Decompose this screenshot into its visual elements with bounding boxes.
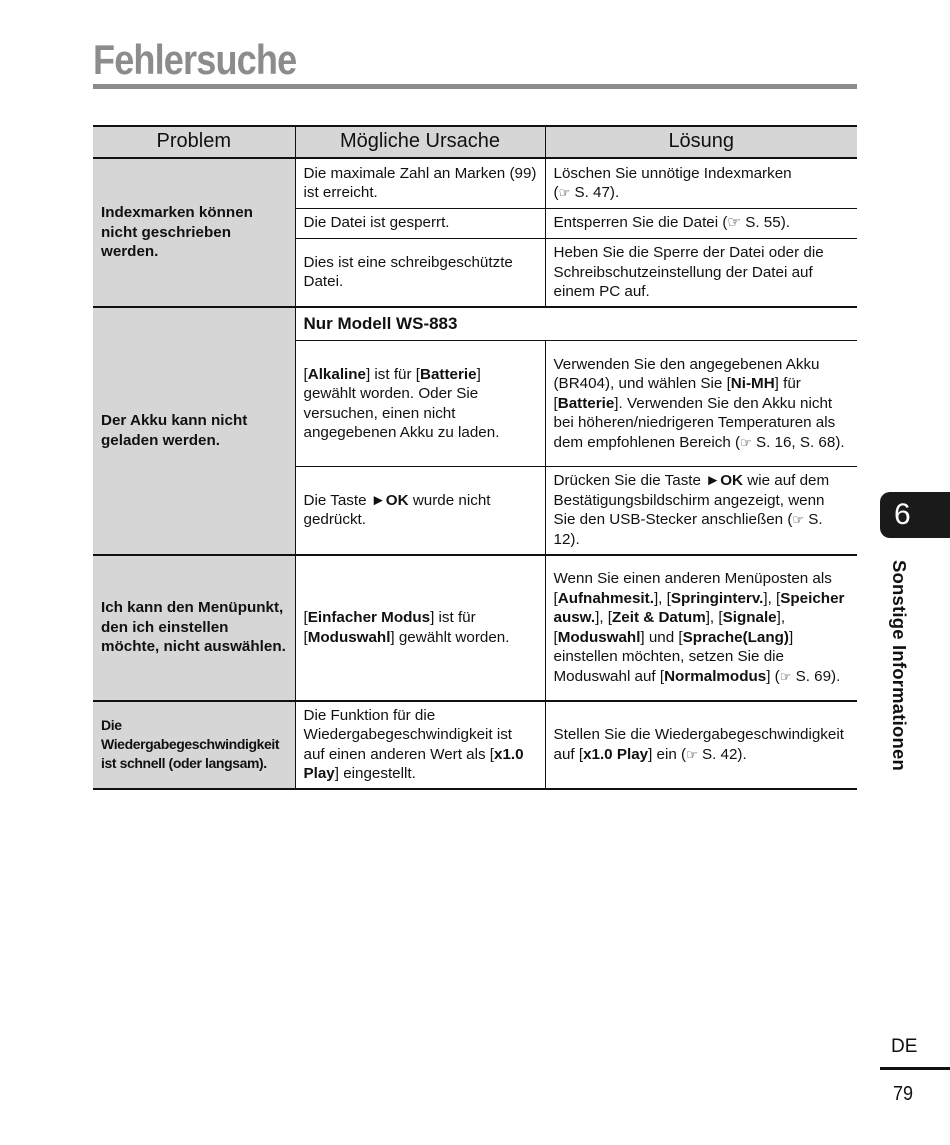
problem-cell: Indexmarken können nicht geschrieben werden. <box>93 158 295 307</box>
problem-cell: Die Wiedergabegeschwindigkeit ist schnell (oder langsam). <box>93 701 295 789</box>
cause-cell: Die maximale Zahl an Marken (99) ist erreicht. <box>295 158 545 208</box>
footer-rule <box>880 1067 950 1070</box>
reference-hand-icon: ☞ <box>792 512 805 528</box>
language-code: DE <box>891 1036 918 1057</box>
cause-cell: [Alkaline] ist für [Batterie] gewählt worden. Oder Sie versuchen, einen nicht angegebenen Akku zu laden. <box>295 341 545 467</box>
table-row <box>93 555 857 701</box>
page-number: 79 <box>893 1083 914 1105</box>
header-cause: Mögliche Ursache <box>295 126 545 158</box>
header-problem: Problem <box>93 126 295 158</box>
problem-cell: Der Akku kann nicht geladen werden. <box>93 307 295 555</box>
solution-cell: Verwenden Sie den angegebenen Akku (BR404), und wählen Sie [Ni-MH] für [Batterie]. Verwenden Sie den Akku nicht bei höheren/niedrigeren Temperaturen als dem empfohlenen Bereich (☞ S. 16, S. 68). <box>545 341 857 467</box>
cause-cell: Die Taste ►OK wurde nicht gedrückt. <box>295 467 545 555</box>
reference-hand-icon: ☞ <box>558 185 571 201</box>
table-header-row <box>93 126 857 158</box>
reference-hand-icon: ☞ <box>779 668 792 684</box>
model-note: Nur Modell WS-883 <box>295 307 857 341</box>
table-row <box>93 158 857 208</box>
solution-cell: Drücken Sie die Taste ►OK wie auf dem Bestätigungsbildschirm angezeigt, wenn Sie den USB-Stecker anschließen (☞ S. 12). <box>545 467 857 555</box>
cause-cell: Die Funktion für die Wiedergabegeschwindigkeit ist auf einen anderen Wert als [x1.0 Play] eingestellt. <box>295 701 545 789</box>
header-solution: Lösung <box>545 126 857 158</box>
solution-cell: Löschen Sie unnötige Indexmarken (☞ S. 47). <box>545 158 857 208</box>
reference-hand-icon: ☞ <box>686 746 698 762</box>
solution-cell: Heben Sie die Sperre der Datei oder die Schreibschutzeinstellung der Datei auf einem PC auf. <box>545 238 857 307</box>
table-row <box>93 701 857 789</box>
solution-cell: Entsperren Sie die Datei (☞ S. 55). <box>545 208 857 238</box>
cause-cell: [Einfacher Modus] ist für [Moduswahl] gewählt worden. <box>295 555 545 701</box>
solution-cell: Stellen Sie die Wiedergabegeschwindigkeit auf [x1.0 Play] ein (☞ S. 42). <box>545 701 857 789</box>
page-title: Fehlersuche <box>93 36 297 83</box>
solution-cell: Wenn Sie einen anderen Menüposten als [Aufnahmesit.], [Springinterv.], [Speicher ausw.], [Zeit & Datum], [Signale], [Moduswahl] und [Sprache(Lang)] einstellen möchten, setzen Sie die Moduswahl auf [Normalmodus] (☞ S. 69). <box>545 555 857 701</box>
chapter-label: Sonstige Informationen <box>889 560 910 771</box>
table-row <box>93 307 857 341</box>
chapter-tab: 6 <box>880 492 950 538</box>
troubleshooting-table <box>93 125 857 790</box>
problem-cell: Ich kann den Menüpunkt, den ich einstellen möchte, nicht auswählen. <box>93 555 295 701</box>
reference-hand-icon: ☞ <box>740 434 752 450</box>
cause-cell: Dies ist eine schreibgeschützte Datei. <box>295 238 545 307</box>
cause-cell: Die Datei ist gesperrt. <box>295 208 545 238</box>
title-rule <box>93 84 857 89</box>
